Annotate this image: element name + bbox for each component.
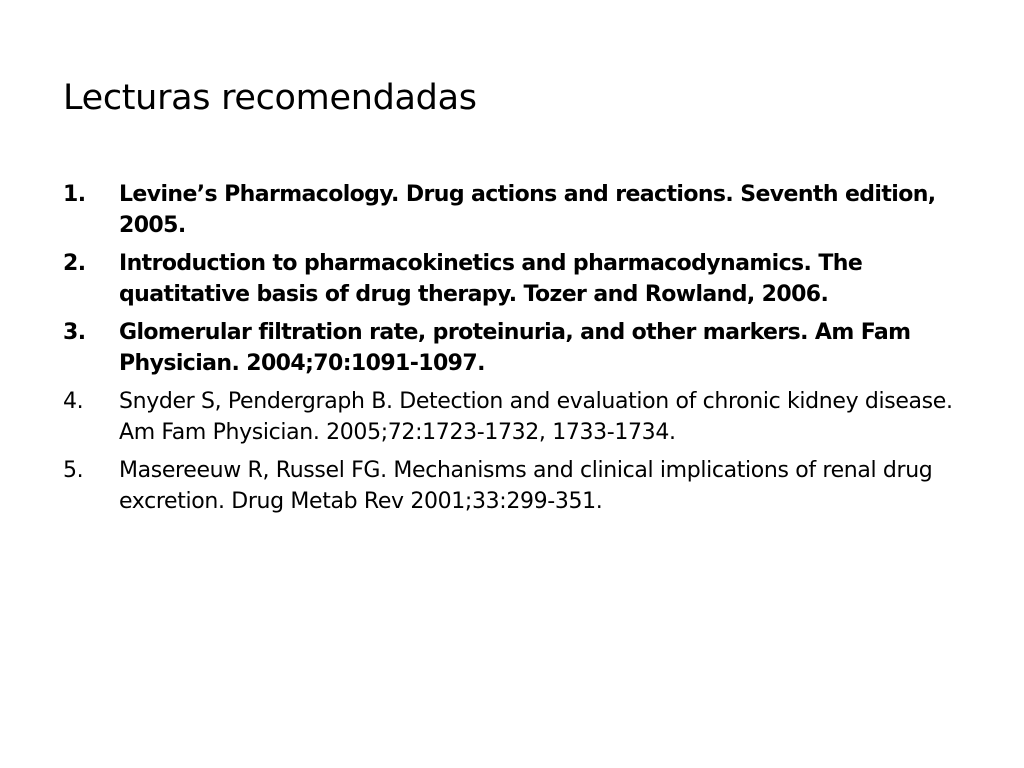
reference-item [63, 317, 963, 379]
reference-item [63, 386, 963, 448]
reference-number: 5. [63, 458, 84, 483]
reference-number: 3. [63, 320, 86, 345]
reference-text: Levine’s Pharmacology. Drug actions and reactions. Seventh edition, 2005. [119, 182, 936, 238]
reference-item [63, 455, 963, 517]
slide-title: Lecturas recomendadas [63, 78, 477, 118]
reference-item [63, 179, 963, 241]
reference-text: Glomerular filtration rate, proteinuria, and other markers. Am Fam Physician. 2004;70:1091-1097. [119, 320, 911, 376]
reference-list [63, 179, 963, 524]
reference-number: 1. [63, 182, 86, 207]
reference-text: Masereeuw R, Russel FG. Mechanisms and clinical implications of renal drug excretion. Drug Metab Rev 2001;33:299-351. [119, 458, 933, 514]
reference-item [63, 248, 963, 310]
reference-number: 2. [63, 251, 86, 276]
reference-number: 4. [63, 389, 84, 414]
reference-text: Introduction to pharmacokinetics and pharmacodynamics. The quatitative basis of drug therapy. Tozer and Rowland, 2006. [119, 251, 863, 307]
reference-text: Snyder S, Pendergraph B. Detection and evaluation of chronic kidney disease. Am Fam Physician. 2005;72:1723-1732, 1733-1734. [119, 389, 953, 445]
